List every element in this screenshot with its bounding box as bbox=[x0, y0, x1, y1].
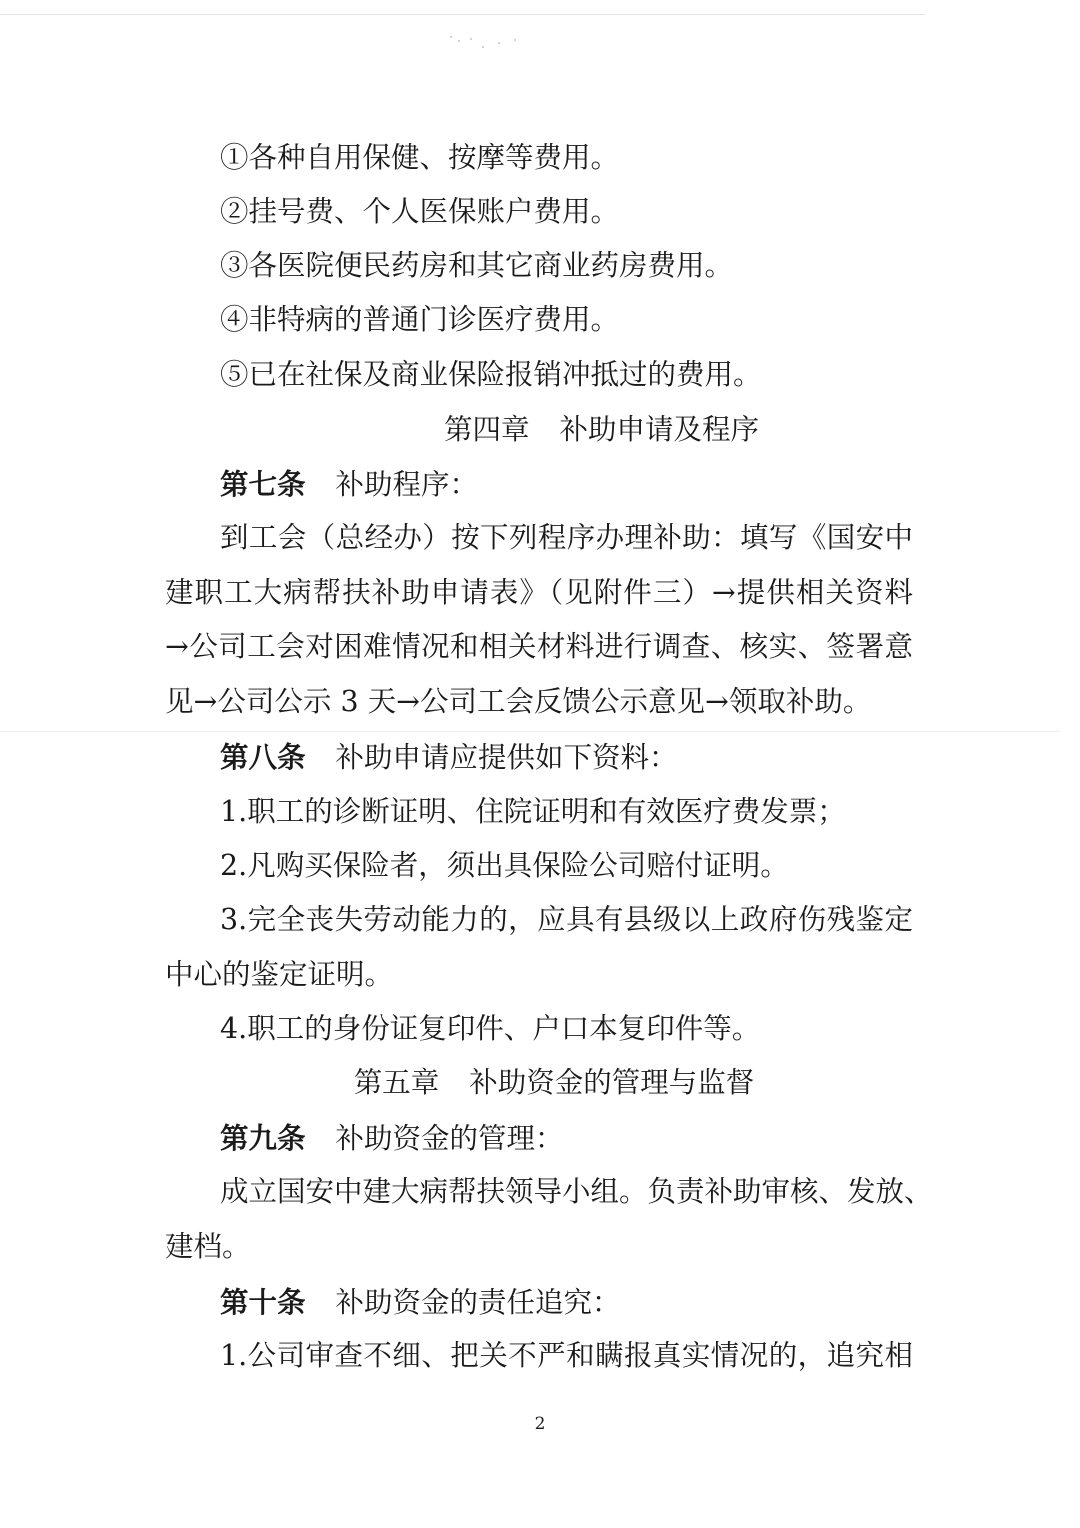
scan-edge-line bbox=[0, 14, 925, 15]
list-item-2: ②挂号费、个人医保账户费用。 bbox=[220, 195, 620, 228]
chapter-5-title: 补助资金的管理与监督 bbox=[469, 1066, 755, 1099]
article-8-heading bbox=[220, 737, 678, 777]
article-9-line-2: 建档。 bbox=[165, 1230, 251, 1263]
article-7-title: 补助程序： bbox=[335, 468, 479, 501]
chapter-5-number: 第五章 bbox=[353, 1066, 440, 1099]
scan-specks bbox=[448, 30, 528, 54]
list-item-4: ④非特病的普通门诊医疗费用。 bbox=[220, 303, 620, 336]
article-8-item-4: 4.职工的身份证复印件、户口本复印件等。 bbox=[220, 1012, 761, 1045]
list-item-5: ⑤已在社保及商业保险报销冲抵过的费用。 bbox=[220, 358, 762, 391]
article-8-item-2: 2.凡购买保险者，须出具保险公司赔付证明。 bbox=[220, 849, 789, 882]
list-item-1: ①各种自用保健、按摩等费用。 bbox=[220, 141, 620, 174]
chapter-4-title: 补助申请及程序 bbox=[559, 413, 760, 446]
article-10-title: 补助资金的责任追究： bbox=[335, 1286, 621, 1319]
article-10-heading bbox=[220, 1282, 621, 1322]
article-7-line-4: 见→公司公示 3 天→公司工会反馈公示意见→领取补助。 bbox=[165, 685, 872, 718]
chapter-4-number: 第四章 bbox=[443, 413, 530, 446]
article-9-heading bbox=[220, 1118, 564, 1158]
article-8-title: 补助申请应提供如下资料： bbox=[335, 741, 678, 774]
article-8-item-3-cont: 中心的鉴定证明。 bbox=[165, 958, 394, 991]
article-7-line-2: 建职工大病帮扶补助申请表》（见附件三）→提供相关资料 bbox=[165, 576, 913, 609]
article-7-heading bbox=[220, 464, 478, 504]
list-item-3: ③各医院便民药房和其它商业药房费用。 bbox=[220, 249, 734, 282]
article-7-line-3: →公司工会对困难情况和相关材料进行调查、核实、签署意 bbox=[165, 630, 913, 663]
article-10-label: 第十条 bbox=[220, 1285, 306, 1319]
page-number: 2 bbox=[534, 1414, 546, 1434]
article-7-line-1: 到工会（总经办）按下列程序办理补助：填写《国安中 bbox=[220, 521, 913, 554]
article-7-label: 第七条 bbox=[220, 467, 306, 501]
article-8-label: 第八条 bbox=[220, 740, 306, 774]
article-9-line-1: 成立国安中建大病帮扶领导小组。负责补助审核、发放、 bbox=[220, 1175, 933, 1208]
article-10-line-1: 1.公司审查不细、把关不严和瞒报真实情况的，追究相 bbox=[220, 1339, 913, 1372]
scan-fold-line bbox=[0, 731, 1060, 732]
chapter-4-heading bbox=[0, 410, 1080, 450]
chapter-5-heading bbox=[0, 1063, 1080, 1103]
article-8-item-1: 1.职工的诊断证明、住院证明和有效医疗费发票； bbox=[220, 795, 846, 828]
article-9-label: 第九条 bbox=[220, 1121, 306, 1155]
article-9-title: 补助资金的管理： bbox=[335, 1122, 564, 1155]
article-8-item-3: 3.完全丧失劳动能力的，应具有县级以上政府伤残鉴定 bbox=[220, 903, 913, 936]
